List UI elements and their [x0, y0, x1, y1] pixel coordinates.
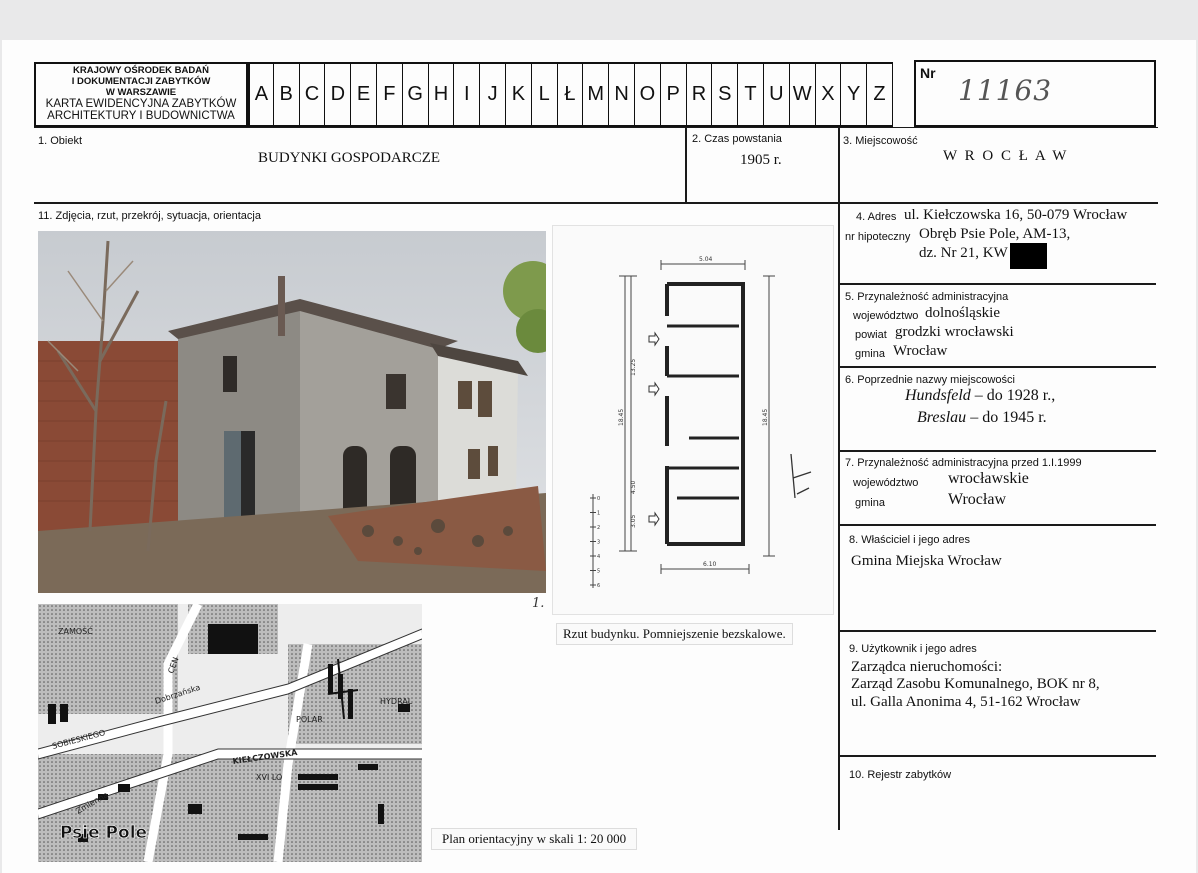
wlasciciel-label: 8. Właściciel i jego adres: [849, 534, 971, 546]
alphabet-letter: H: [429, 64, 455, 125]
przyn-woj-value: dolnośląskie: [925, 305, 1000, 321]
przyn-powiat-value: grodzki wrocławski: [895, 324, 1014, 340]
dim-right: 18.45: [762, 408, 769, 426]
map-label-dobrzanska: Dobrzańska: [153, 682, 202, 706]
map-label-hydral: HYDRAL: [380, 697, 413, 706]
uzytkownik-line-3: ul. Galla Anonima 4, 51-162 Wrocław: [851, 694, 1081, 710]
institution-box: [34, 62, 248, 127]
zdjecia-label: 11. Zdjęcia, rzut, przekrój, sytuacja, orientacja: [38, 210, 261, 222]
map-label-polar: POLAR: [296, 715, 323, 724]
hipo-value-2: dz. Nr 21, KW: [919, 245, 1008, 261]
dim-left-2: 13.25: [630, 358, 637, 376]
poprzednie-line-2: Breslau – do 1945 r.: [917, 409, 1047, 426]
obiekt-value: BUDYNKI GOSPODARCZE: [258, 150, 441, 166]
hipo-value: Obręb Psie Pole, AM-13,: [919, 226, 1071, 242]
alphabet-letter: U: [764, 64, 790, 125]
alphabet-letter: K: [506, 64, 532, 125]
floor-plan: [552, 225, 834, 615]
miejscowosc-value: W R O C Ł A W: [943, 148, 1069, 164]
czas-value: 1905 r.: [740, 152, 782, 168]
alphabet-letter: C: [300, 64, 326, 125]
redaction-bar: [1010, 243, 1047, 269]
alphabet-letter: X: [816, 64, 842, 125]
institution-line-3: W WARSZAWIE: [105, 87, 177, 98]
czas-label: 2. Czas powstania: [692, 133, 782, 145]
alphabet-letter: I: [454, 64, 480, 125]
dim-left: 18.45: [618, 408, 625, 426]
uzytkownik-label: 9. Użytkownik i jego adres: [849, 643, 977, 655]
adres-label: 4. Adres: [856, 211, 897, 223]
dim-bottom: 6.10: [703, 561, 717, 568]
alphabet-letter: R: [687, 64, 713, 125]
adres-value: ul. Kiełczowska 16, 50-079 Wrocław: [904, 207, 1128, 223]
przyn-gmina-label: gmina: [855, 348, 885, 360]
poprzednie-line-1: Hundsfeld – do 1928 r.,: [905, 387, 1056, 404]
record-number-box: [914, 60, 1156, 127]
scale-tick-label: 4: [597, 554, 601, 560]
institution-line-1: KRAJOWY OŚRODEK BADAŃ: [72, 65, 209, 76]
alphabet-letter: Z: [867, 64, 893, 125]
map-label-zamosc: ZAMOŚĆ: [58, 627, 93, 636]
przyn-powiat-label: powiat: [855, 329, 887, 341]
alphabet-letter: L: [532, 64, 558, 125]
map-label-kielczowska: KIEŁCZOWSKA: [232, 747, 298, 766]
alphabet-letter: M: [583, 64, 609, 125]
building-photo: [38, 231, 546, 593]
uzytkownik-line-1: Zarządca nieruchomości:: [851, 659, 1003, 675]
poprzednie-label: 6. Poprzednie nazwy miejscowości: [845, 374, 1015, 386]
uzytkownik-line-2: Zarząd Zasobu Komunalnego, BOK nr 8,: [851, 676, 1100, 692]
hipo-label: nr hipoteczny: [845, 231, 911, 243]
przed1999-gmina-label: gmina: [855, 497, 885, 509]
przyn-woj-label: województwo: [853, 310, 919, 322]
alphabet-letter: Ł: [558, 64, 584, 125]
przed1999-woj-label: województwo: [853, 477, 919, 489]
przed1999-gmina-value: Wrocław: [948, 491, 1006, 508]
map-label-xvi-lo: XVI LO: [256, 773, 283, 782]
miejscowosc-label: 3. Miejscowość: [843, 135, 918, 147]
alphabet-letter: J: [480, 64, 506, 125]
nr-value: 11163: [958, 74, 1053, 107]
scale-tick-label: 0: [597, 496, 601, 502]
przed1999-label: 7. Przynależność administracyjna przed 1.I.1999: [845, 457, 1082, 469]
institution-line-2: I DOKUMENTACJI ZABYTKÓW: [71, 76, 211, 87]
scale-tick-label: 3: [597, 539, 601, 546]
przyn-gmina-value: Wrocław: [893, 343, 948, 359]
orientation-map: [38, 604, 422, 862]
obiekt-label: 1. Obiekt: [38, 135, 83, 147]
przed1999-woj-value: wrocławskie: [948, 470, 1029, 487]
nr-label: Nr: [920, 65, 936, 81]
alphabet-letter: W: [790, 64, 816, 125]
scale-tick-label: 5: [597, 568, 601, 575]
dim-left-3: 4.50: [630, 480, 637, 494]
scale-tick-label: 2: [597, 525, 601, 531]
dim-left-4: 3.05: [630, 514, 637, 528]
map-label-zmienna: Zmienna: [74, 790, 110, 816]
map-caption: Plan orientacyjny w skali 1: 20 000: [431, 828, 637, 850]
map-label-cen: CEN: [166, 655, 181, 675]
alphabet-letter: E: [351, 64, 377, 125]
wlasciciel-value: Gmina Miejska Wrocław: [851, 553, 1002, 569]
map-label-psie-pole: Psie Pole: [60, 823, 148, 843]
card-type-line-1: KARTA EWIDENCYJNA ZABYTKÓW: [45, 98, 237, 110]
alphabet-letter: F: [377, 64, 403, 125]
dim-top: 5.04: [699, 256, 713, 263]
alphabet-letter: T: [738, 64, 764, 125]
photo-number-mark: 1.: [532, 596, 545, 611]
alphabet-letter: O: [635, 64, 661, 125]
scale-tick-label: 1: [597, 510, 601, 517]
alphabet-letter: G: [403, 64, 429, 125]
card-type-line-2: ARCHITEKTURY I BUDOWNICTWA: [47, 110, 235, 122]
plan-caption: Rzut budynku. Pomniejszenie bezskalowe.: [556, 623, 793, 645]
alphabet-index: [248, 62, 893, 127]
alphabet-letter: S: [712, 64, 738, 125]
alphabet-letter: P: [661, 64, 687, 125]
alphabet-letter: B: [274, 64, 300, 125]
alphabet-letter: Y: [841, 64, 867, 125]
scale-tick-label: 6: [597, 583, 601, 589]
rejestr-label: 10. Rejestr zabytków: [849, 769, 952, 781]
alphabet-letter: A: [248, 64, 274, 125]
przyn-label: 5. Przynależność administracyjna: [845, 291, 1009, 303]
alphabet-letter: N: [609, 64, 635, 125]
map-label-sobieskiego: SOBIESKIEGO: [51, 728, 107, 751]
alphabet-letter: D: [325, 64, 351, 125]
